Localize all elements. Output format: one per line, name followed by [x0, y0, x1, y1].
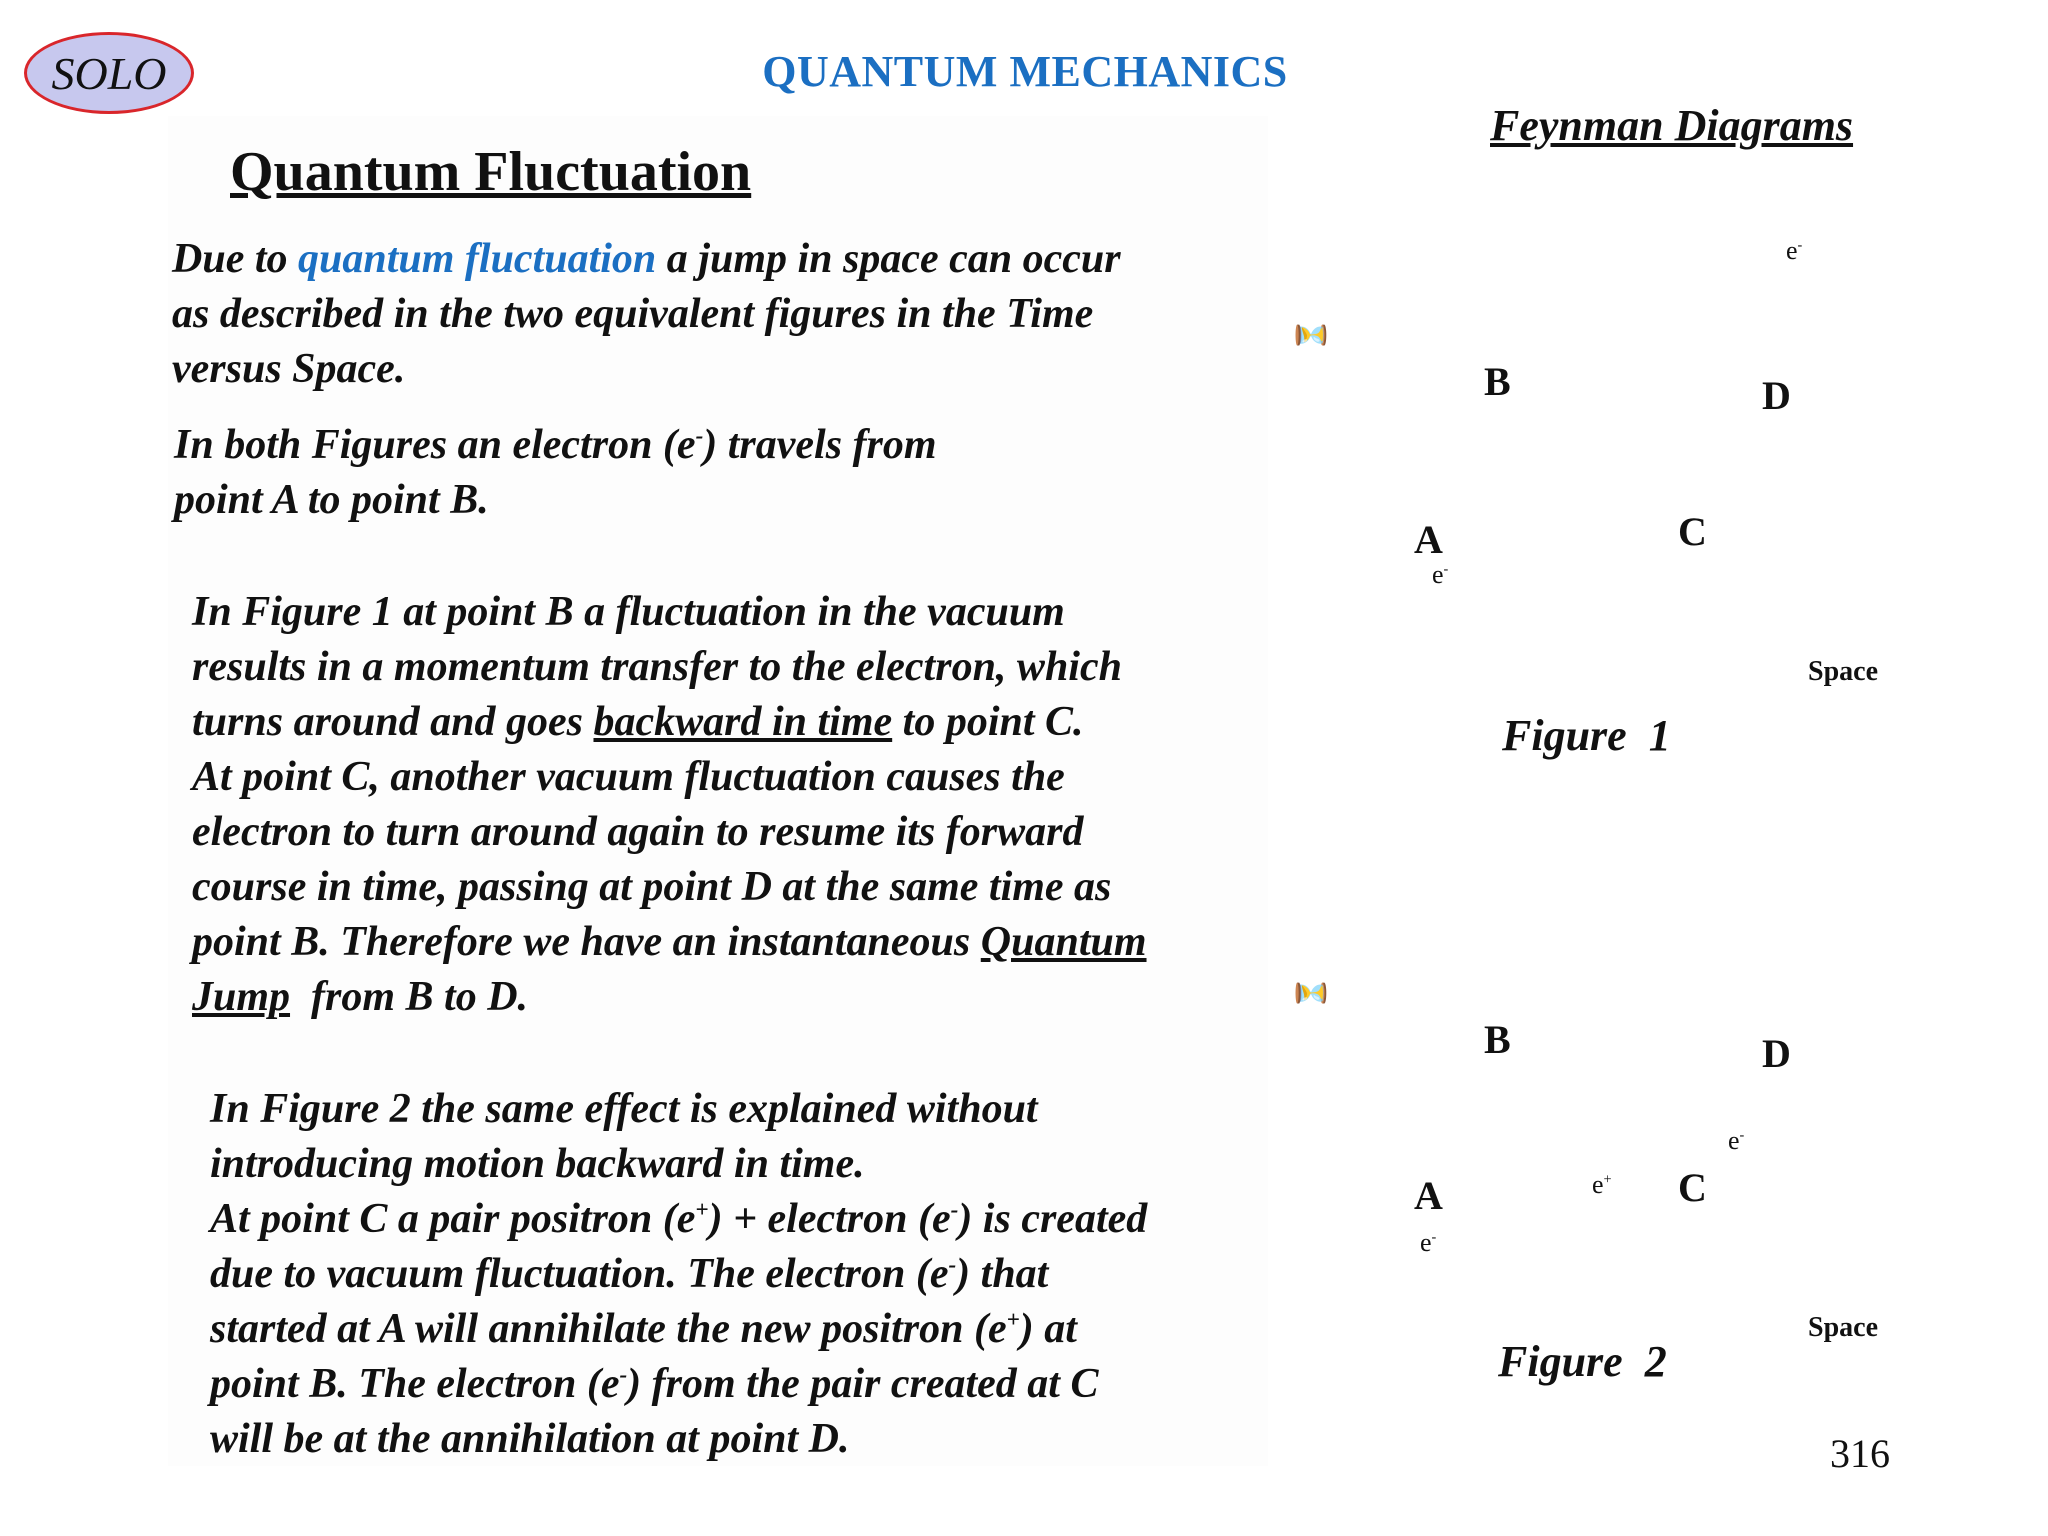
underlined-text: Jump [192, 974, 291, 1020]
slide-title: Quantum Fluctuation [230, 141, 752, 203]
point-b-label: B [1484, 1017, 1511, 1062]
paragraph-line: In Figure 1 at point B a fluctuation in the vacuum [192, 589, 1065, 635]
page-number: 316 [1830, 1431, 1890, 1476]
text-run: to point C. [892, 699, 1084, 745]
text-run: ) travels from [703, 422, 937, 468]
text-run: a jump in space can occur [656, 236, 1121, 282]
particle-label: e- [1786, 236, 1803, 265]
paragraph-line: as described in the two equivalent figures in the Time [172, 291, 1094, 337]
particle-label: e- [1432, 560, 1449, 589]
space-axis-label: Space [1808, 656, 1878, 687]
point-c-label: C [1678, 1165, 1707, 1210]
text-run: Due to [172, 236, 298, 282]
figure-1-caption: Figure 1 [1502, 711, 1671, 760]
point-c-label: C [1678, 509, 1707, 554]
paragraph-line: In Figure 2 the same effect is explained without [210, 1086, 1038, 1132]
paragraph-line: versus Space. [172, 346, 406, 392]
paragraph-line: results in a momentum transfer to the electron, which [192, 644, 1122, 690]
paragraph-line [172, 232, 1121, 287]
paragraph-line [192, 695, 1147, 750]
paragraph-figure-2 [210, 1082, 1147, 1467]
text-run: ) + electron (e [708, 1196, 951, 1242]
superscript: - [619, 1361, 628, 1387]
text-run: from B to D. [290, 974, 529, 1020]
underlined-text: backward in time [593, 699, 893, 745]
particle-label: e- [1420, 1228, 1437, 1257]
text-run: turns around and goes [192, 699, 594, 745]
text-run: point B. The electron (e [210, 1361, 620, 1407]
paragraph-line [210, 1302, 1147, 1357]
text-run: At point C a pair positron (e [210, 1196, 696, 1242]
paragraph-line: point A to point B. [174, 477, 489, 523]
time-axis-icon: ⏳ [1296, 975, 1328, 1011]
solo-logo-text: SOLO [51, 47, 167, 99]
superscript: - [948, 1251, 957, 1277]
superscript: + [695, 1196, 709, 1222]
paragraph-line [210, 1192, 1147, 1247]
paragraph-line [210, 1357, 1147, 1412]
text-run: ) from the pair created at C [627, 1361, 1099, 1407]
text-run: ) that [956, 1251, 1049, 1297]
point-a-label: A [1414, 1173, 1443, 1218]
paragraph-line [192, 915, 1147, 970]
text-run: In both Figures an electron (e [174, 422, 696, 468]
paragraph-figure-1 [192, 585, 1147, 1025]
text-run: due to vacuum fluctuation. The electron (e [210, 1251, 949, 1297]
section-title: Feynman Diagrams [1490, 101, 1854, 150]
point-d-label: D [1762, 373, 1791, 418]
paragraph-line: introducing motion backward in time. [210, 1141, 865, 1187]
point-d-label: D [1762, 1031, 1791, 1076]
particle-label: e- [1728, 1126, 1745, 1155]
paragraph-line: electron to turn around again to resume its forward [192, 809, 1084, 855]
point-a-label: A [1414, 517, 1443, 562]
superscript: + [1006, 1306, 1020, 1332]
text-run: started at A will annihilate the new positron (e [210, 1306, 1007, 1352]
paragraph-both-figures [174, 418, 937, 528]
superscript: - [950, 1196, 959, 1222]
paragraph-intro [172, 232, 1121, 397]
positron-label: e+ [1592, 1170, 1612, 1199]
paragraph-line: At point C, another vacuum fluctuation causes the [192, 754, 1065, 800]
text-run: point B. Therefore we have an instantaneous [192, 919, 981, 965]
text-run: ) at [1019, 1306, 1077, 1352]
text-run: ) is created [958, 1196, 1148, 1242]
figure-2-caption: Figure 2 [1498, 1337, 1667, 1386]
superscript: - [695, 422, 704, 448]
paragraph-line [174, 418, 937, 473]
time-axis-icon: ⏳ [1296, 317, 1328, 353]
paragraph-line [192, 970, 1147, 1025]
header-title: QUANTUM MECHANICS [762, 47, 1288, 96]
underlined-text: Quantum [980, 919, 1147, 965]
point-b-label: B [1484, 359, 1511, 404]
space-axis-label: Space [1808, 1312, 1878, 1343]
paragraph-line [210, 1247, 1147, 1302]
paragraph-line: course in time, passing at point D at the same time as [192, 864, 1112, 910]
solo-logo [24, 32, 194, 114]
paragraph-line: will be at the annihilation at point D. [210, 1416, 850, 1462]
quantum-fluctuation-link[interactable]: quantum fluctuation [298, 236, 657, 282]
